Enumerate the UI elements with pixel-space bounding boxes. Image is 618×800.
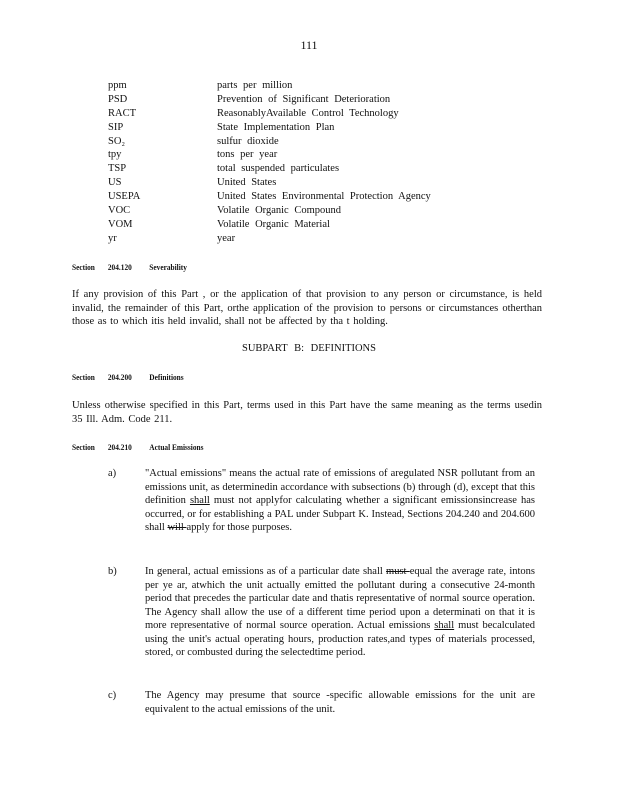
abbreviation-definition: United States Environmental Protection Agency	[217, 191, 431, 203]
abbreviation-term: tpy	[108, 149, 122, 161]
inserted-text: shall	[434, 620, 455, 631]
section-heading-severability	[72, 263, 187, 272]
abbreviation-definition: parts per million	[217, 80, 293, 91]
abbreviation-term: SIP	[108, 121, 124, 133]
abbreviation-row	[108, 79, 528, 93]
list-item-b	[108, 565, 538, 660]
abbreviation-row	[108, 162, 528, 176]
section-number: 204.200	[107, 373, 132, 382]
abbreviation-definition: State Implementation Plan	[217, 121, 335, 133]
deleted-text: will	[167, 522, 187, 533]
abbreviation-term: VOM	[108, 218, 133, 230]
item-label: c)	[108, 690, 117, 701]
section-label: Section	[72, 443, 95, 452]
section-number: 204.120	[107, 263, 132, 272]
abbreviation-term: ppm	[108, 80, 127, 91]
abbreviation-term: TSP	[108, 163, 127, 175]
abbreviation-row	[108, 148, 528, 162]
abbreviation-definition: Volatile Organic Material	[217, 218, 330, 230]
abbreviation-row	[108, 107, 528, 121]
section-label: Section	[72, 263, 95, 272]
abbreviation-row	[108, 176, 528, 190]
section-number: 204.210	[107, 443, 132, 452]
abbreviation-row	[108, 135, 528, 149]
abbreviation-definition: Volatile Organic Compound	[217, 205, 342, 217]
abbreviation-row	[108, 93, 528, 107]
deleted-text: must	[386, 566, 410, 577]
item-text: The Agency may presume that source -specific allowable emissions for the unit are equivalent to the actual emissions of the unit.	[145, 690, 535, 715]
abbreviation-term: VOC	[108, 205, 131, 217]
list-item-c	[108, 689, 538, 716]
abbreviation-term: yr	[108, 232, 117, 244]
item-label: a)	[108, 468, 117, 479]
subpart-heading: SUBPART B: DEFINITIONS	[242, 343, 376, 354]
section-title: Definitions	[149, 373, 184, 382]
section-label: Section	[72, 373, 95, 382]
abbreviation-term: PSD	[108, 93, 128, 105]
abbreviation-definition: tons per year	[217, 149, 278, 161]
abbreviation-list	[108, 79, 528, 246]
item-label: b)	[108, 566, 117, 577]
abbreviation-term: USEPA	[108, 191, 141, 203]
abbreviation-definition: ReasonablyAvailable Control Technology	[217, 107, 399, 119]
abbreviation-definition: total suspended particulates	[217, 163, 340, 175]
section-title: Severability	[149, 263, 187, 272]
section-title: Actual Emissions	[149, 443, 204, 452]
item-text: "Actual emissions" means the actual rate of emissions of aregulated NSR pollutant from an emissions unit, as determinedin accordance with subsections (b) through (d), except that this definition shall must not applyfor calculating whether a significant emissionsincrease has occurred, or for establishing a PAL under Subpart K. Instead, Sections 204.240 and 204.600 shall will apply for those purposes.	[145, 468, 535, 533]
item-text: In general, actual emissions as of a particular date shall must equal the average rate, intons per ye ar, atwhich the unit actually emitted the pollutant during a consecutive 24-month period that precedes the particular date and thatis representative of normal source operation. The Agency shall allow the use of a different time period upon a determinati on that it is more representative of normal source operation. Actual emissions shall must becalculated using the unit's actual operating hours, production rates,and types of materials processed, stored, or combusted during the selectedtime period.	[145, 566, 536, 658]
page-number: 111	[300, 38, 318, 52]
abbreviation-row	[108, 218, 528, 232]
abbreviation-row	[108, 121, 528, 135]
section-heading-actual-emissions	[72, 443, 203, 452]
severability-paragraph: If any provision of this Part , or the application of that provision to any person or circumstance, is held invalid, the remainder of this Part, orthe application of the provision to persons or circumstances otherthan those as to which itis held invalid, shall not be affected by tha t holding.	[72, 289, 542, 327]
abbreviation-row	[108, 232, 528, 246]
definitions-paragraph: Unless otherwise specified in this Part, terms used in this Part have the same meaning as the terms usedin 35 Ill. Adm. Code 211.	[72, 400, 542, 425]
abbreviation-term: SO₂	[108, 135, 126, 147]
list-item-a	[108, 467, 538, 535]
abbreviation-row	[108, 190, 528, 204]
abbreviation-term: US	[108, 177, 122, 189]
abbreviation-term: RACT	[108, 107, 137, 119]
abbreviation-definition: United States	[217, 177, 277, 189]
abbreviation-row	[108, 204, 528, 218]
section-heading-definitions	[72, 373, 184, 382]
abbreviation-definition: year	[217, 232, 236, 244]
inserted-text: shall	[189, 495, 210, 506]
abbreviation-definition: sulfur dioxide	[217, 135, 279, 147]
abbreviation-definition: Prevention of Significant Deterioration	[217, 93, 391, 105]
